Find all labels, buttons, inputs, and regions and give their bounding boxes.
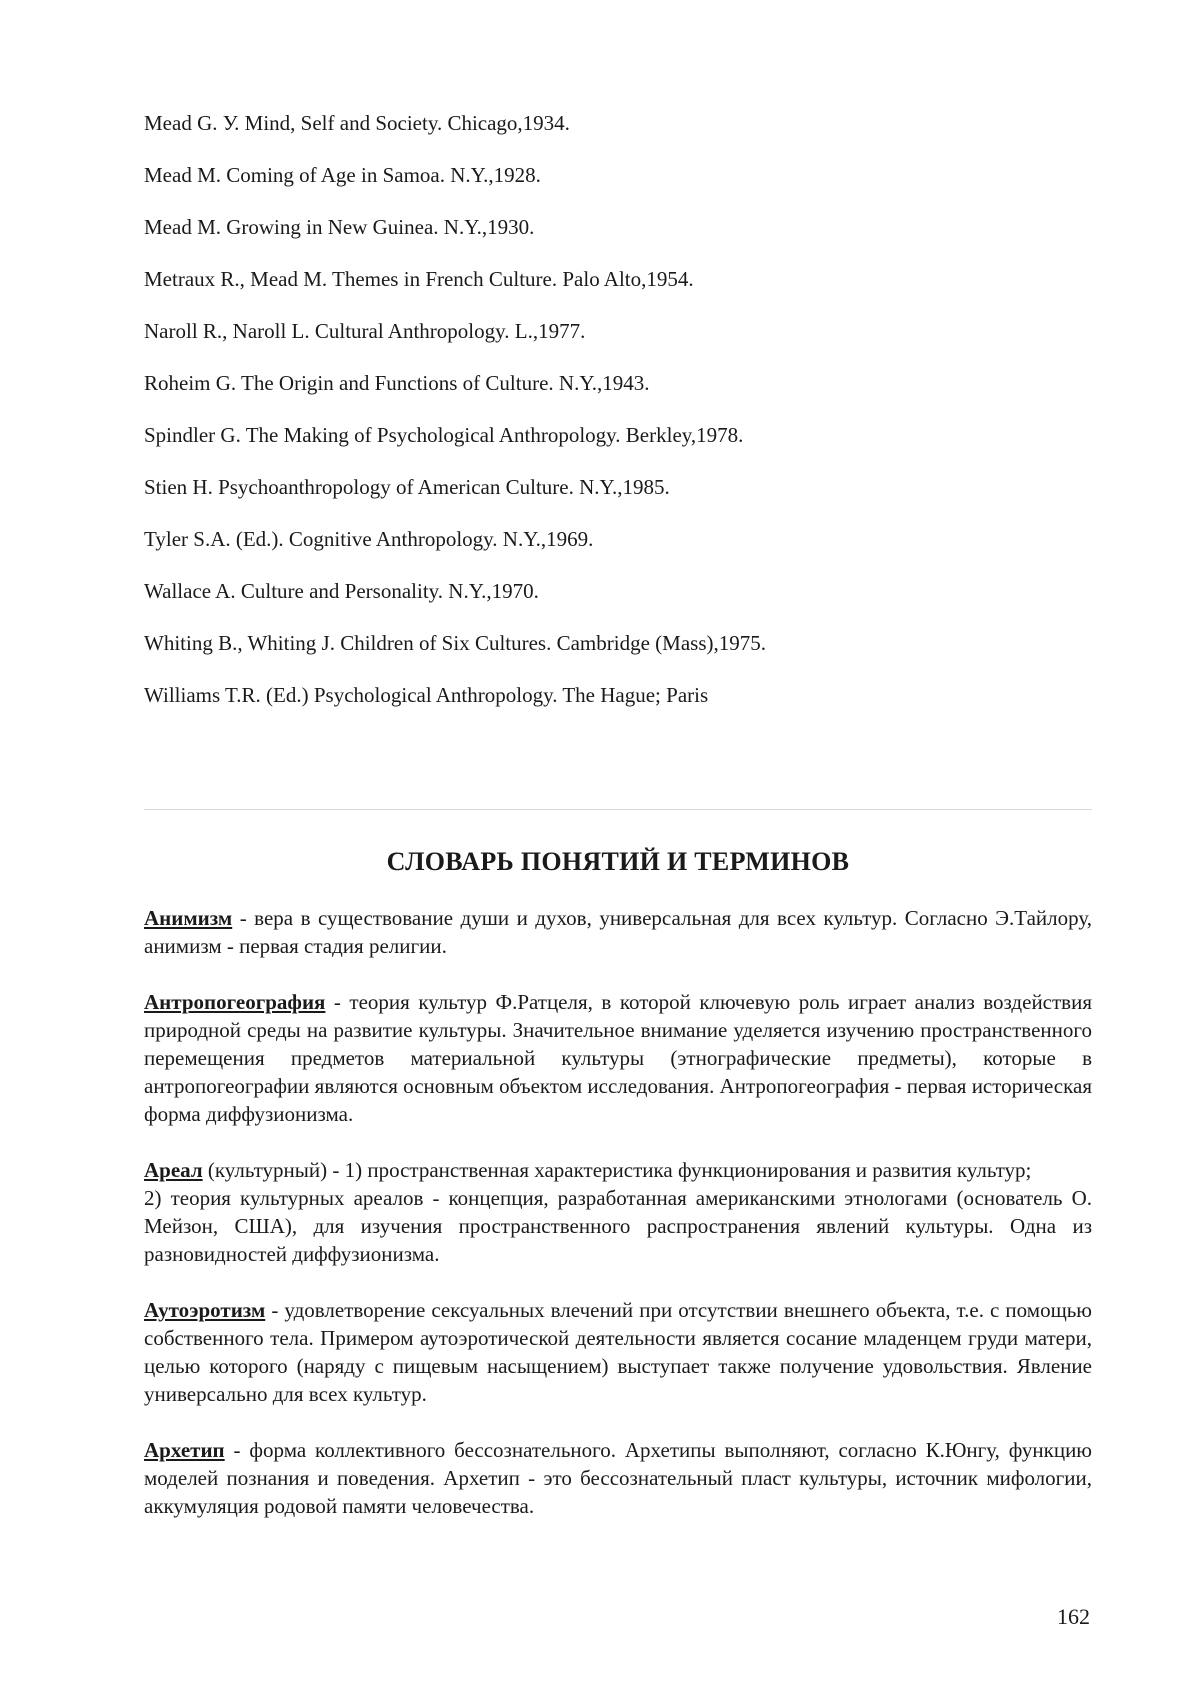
glossary-definition: - теория культур Ф.Ратцеля, в которой ключевую роль играет анализ воздействия природной среды на развитие культуры. Значительное внимание уделяется изучению пространственного перемещения предметов материальной культуры (этнографические предметы), которые в антропогеографии являются основным объектом исследования. Антропогеография - первая историческая форма диффузионизма. (144, 990, 1092, 1126)
reference-item: Metraux R., Mead M. Themes in French Culture. Palo Alto,1954. (144, 267, 694, 291)
glossary-entry (144, 904, 1092, 960)
reference-item: Williams T.R. (Ed.) Psychological Anthropology. The Hague; Paris (144, 683, 709, 707)
glossary-definition: - вера в существование души и духов, универсальная для всех культур. Согласно Э.Тайлору, анимизм - первая стадия религии. (144, 906, 1092, 958)
reference-item: Wallace A. Culture and Personality. N.Y.,1970. (144, 579, 539, 603)
glossary-heading: СЛОВАРЬ ПОНЯТИЙ И ТЕРМИНОВ (386, 847, 850, 876)
glossary-list (144, 904, 1092, 1548)
page-number: 162 (1057, 1604, 1090, 1629)
reference-item: Mead G. У. Mind, Self and Society. Chicago,1934. (144, 111, 570, 135)
reference-item: Roheim G. The Origin and Functions of Culture. N.Y.,1943. (144, 371, 650, 395)
glossary-definition: - удовлетворение сексуальных влечений при отсутствии внешнего объекта, т.е. с помощью собственного тела. Примером аутоэротической деятельности является сосание младенцем груди матери, целью которого (наряду с пищевым насыщением) выступает также получение удовольствия. Явление универсально для всех культур. (144, 1298, 1092, 1406)
glossary-term: Ареал (144, 1158, 203, 1182)
section-divider (144, 809, 1092, 810)
glossary-entry (144, 1156, 1092, 1268)
glossary-entry (144, 1436, 1092, 1520)
reference-item: Naroll R., Naroll L. Cultural Anthropology. L.,1977. (144, 319, 586, 343)
reference-item: Stien H. Psychoanthropology of American Culture. N.Y.,1985. (144, 475, 670, 499)
reference-item: Tyler S.A. (Ed.). Cognitive Anthropology. N.Y.,1969. (144, 527, 594, 551)
glossary-definition: - форма коллективного бессознательного. Архетипы выполняют, согласно К.Юнгу, функцию моделей познания и поведения. Архетип - это бессознательный пласт культуры, источник мифологии, аккумуляция родовой памяти человечества. (144, 1438, 1092, 1518)
glossary-term: Архетип (144, 1438, 225, 1462)
glossary-entry (144, 988, 1092, 1128)
glossary-term: Анимизм (144, 906, 233, 930)
glossary-term: Аутоэротизм (144, 1298, 266, 1322)
reference-item: Mead M. Coming of Age in Samoa. N.Y.,1928. (144, 163, 541, 187)
reference-item: Spindler G. The Making of Psychological Anthropology. Berkley,1978. (144, 423, 744, 447)
reference-item: Mead M. Growing in New Guinea. N.Y.,1930. (144, 215, 535, 239)
glossary-definition: (культурный) - 1) пространственная характеристика функционирования и развития культур; (202, 1158, 1032, 1182)
reference-item: Whiting B., Whiting J. Children of Six Cultures. Cambridge (Mass),1975. (144, 631, 766, 655)
glossary-entry (144, 1296, 1092, 1408)
glossary-term: Антропогеография (144, 990, 326, 1014)
glossary-definition-continued: 2) теория культурных ареалов - концепция, разработанная американскими этнологами (основатель О. Мейзон, США), для изучения пространственного распространения явлений культуры. Одна из разновидностей диффузионизма. (144, 1186, 1092, 1266)
